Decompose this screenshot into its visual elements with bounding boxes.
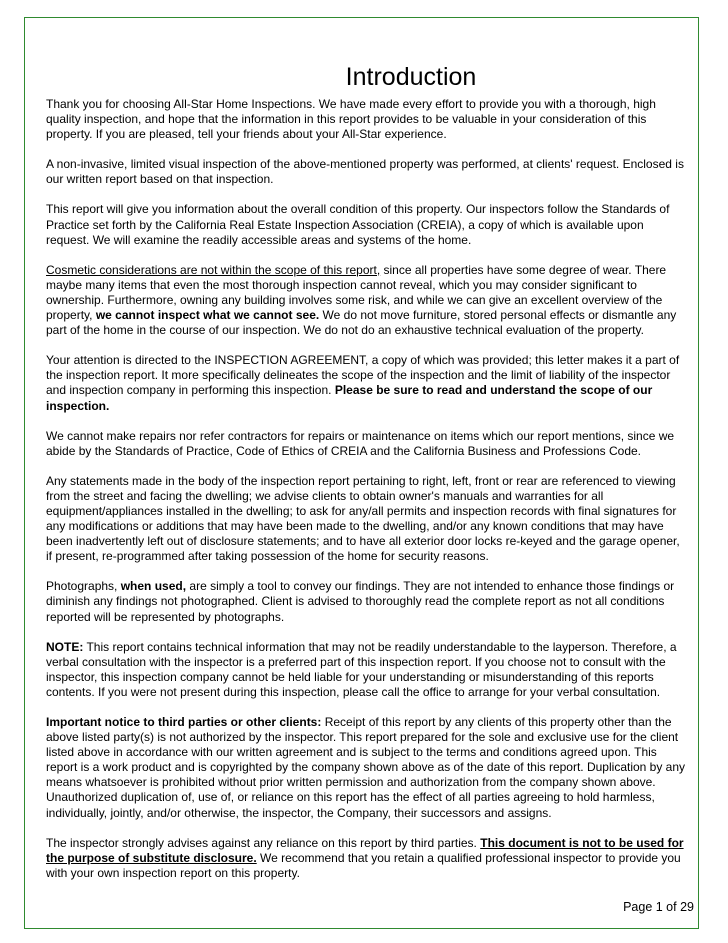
paragraph-text: We recommend that you retain a qualified professional inspector to provide you with your own inspection report on this property. — [46, 850, 681, 880]
paragraph-text: Receipt of this report by any clients of this property other than the above listed party(s) is not authorized by the inspector. This report prepared for the sole and exclusive use for the client listed above in accordance with our written agreement and is subject to the terms and conditions agreed upon. This report is a work product and is copyrighted by the company shown above as of the date of this report. Duplication by any means whatsoever is prohibited without prior written permission and authorization from the company shown above. Unauthorized duplication of, use of, or reliance on this report has the effect of all parties agreeing to hold harmless, individually, jointly, and/or otherwise, the inspector, the Company, their successors and assigns. — [46, 715, 686, 820]
paragraph-inspection-scope — [46, 157, 686, 187]
paragraph-text: Any statements made in the body of the inspection report pertaining to right, left, front or rear are referenced to viewing from the street and facing the dwelling; we advise clients to obtain owner's manuals and warranties for all equipment/appliances installed in the dwelling; to ask for any/all permits and inspection records with final signatures for any modifications or additions that may have been made to the dwelling, and/or any known conditions that may have been inadvertently left out of disclosure statements; and to have all exterior door locks re-keyed and the garage opener, if present, re-programmed after taking possession of the home for security reasons. — [46, 473, 680, 564]
paragraph-text: Your attention is directed to the INSPECTION AGREEMENT, a copy of which was provided; this letter makes it a part of the inspection report. It more specifically delineates the scope of the inspection and the limit of liability of the inspector and inspection company in performing this inspection. — [46, 353, 680, 398]
paragraph-thank-you — [46, 97, 686, 142]
paragraph-statements — [46, 474, 686, 565]
page-title: Introduction — [345, 63, 477, 91]
paragraph-text: Photographs, — [46, 579, 121, 594]
page-number: Page 1 of 29 — [623, 900, 694, 914]
paragraph-agreement — [46, 353, 686, 413]
paragraph-cosmetic — [46, 263, 686, 338]
bold-underlined-text: This document is not to be used for the purpose of substitute disclosure. — [46, 835, 684, 865]
bold-text: Important notice to third parties or other clients: — [46, 715, 322, 729]
paragraph-text: We do not move furniture, stored personal effects or dismantle any part of the home in the course of our inspection. We do not do an exhaustive technical evaluation of the property. — [46, 308, 677, 338]
bold-text: Please be sure to read and understand the scope of our inspection. — [46, 383, 653, 413]
paragraph-photographs — [46, 579, 686, 624]
paragraph-text: A non-invasive, limited visual inspection of the above-mentioned property was performed, at clients' request. Enclosed is our written report based on that inspection. — [46, 157, 684, 187]
underlined-text: Cosmetic considerations are not within the scope of this report, — [46, 262, 381, 277]
paragraph-text: since all properties have some degree of wear. There maybe many items that even the most thorough inspection cannot reveal, which you may consider significant to ownership. Furthermore, owning any building involves some risk, and while we can give an excellent overview of the property, — [46, 262, 667, 323]
paragraph-disclosure — [46, 836, 686, 881]
paragraph-text: are simply a tool to convey our findings. They are not intended to enhance those findings or diminish any findings not photographed. Client is advised to thoroughly read the complete report as not all conditions reported will be represented by photographs. — [46, 579, 675, 624]
paragraph-repairs — [46, 429, 686, 459]
paragraph-text: The inspector strongly advises against any reliance on this report by third parties. — [46, 835, 481, 850]
paragraph-text: We cannot make repairs nor refer contractors for repairs or maintenance on items which our report mentions, since we abide by the Standards of Practice, Code of Ethics of CREIA and the California Business and Professions Code. — [46, 428, 675, 458]
bold-text: we cannot inspect what we cannot see. — [95, 308, 320, 323]
paragraph-note — [46, 640, 686, 700]
paragraph-text: This report will give you information about the overall condition of this property. Our inspectors follow the Standards of Practice set forth by the California Real Estate Inspection Association (CREIA), a copy of which is available upon request. We will examine the readily accessible areas and systems of the home. — [46, 202, 670, 247]
paragraph-third-parties — [46, 715, 686, 821]
bold-text: NOTE: — [46, 639, 84, 654]
paragraph-text: Thank you for choosing All-Star Home Inspections. We have made every effort to provide you with a thorough, high quality inspection, and hope that the information in this report provides to be valuable in your consideration of this property. If you are pleased, tell your friends about your All-Star experience. — [46, 97, 656, 142]
paragraph-standards — [46, 202, 686, 247]
bold-text: when used, — [120, 579, 187, 594]
paragraph-text: This report contains technical information that may not be readily understandable to the layperson. Therefore, a verbal consultation with the inspector is a preferred part of this inspection report. If you choose not to consult with the inspector, this inspection company cannot be held liable for your understanding or misunderstanding of this reports contents. If you were not present during this inspection, please call the office to arrange for your verbal consultation. — [46, 639, 677, 699]
document-body — [46, 62, 686, 896]
